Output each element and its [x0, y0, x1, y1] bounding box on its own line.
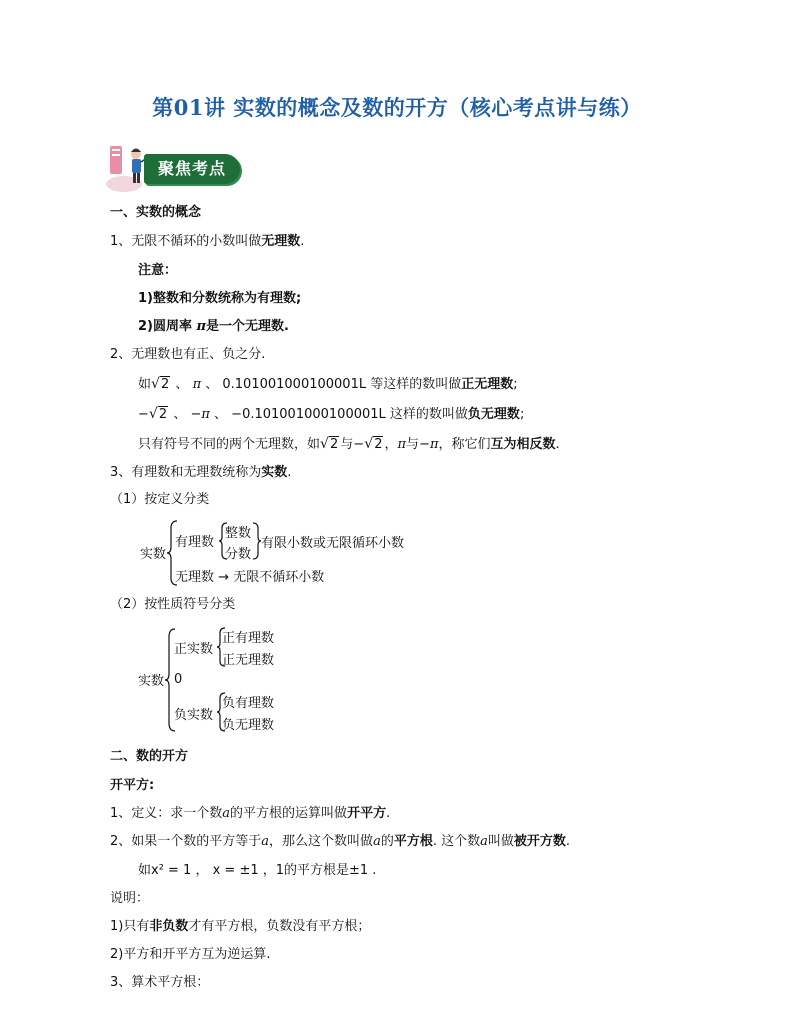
- tree-root: 实数: [140, 547, 167, 562]
- paragraph: 1、定义：求一个数a的平方根的运算叫做开平方.: [110, 806, 391, 821]
- tree-root: 实数: [138, 674, 165, 689]
- paragraph: 1)只有非负数才有平方根，负数没有平方根；: [110, 919, 371, 934]
- note-item: 1)整数和分数统称为有理数;: [138, 291, 302, 306]
- tree-node: 有限小数或无限循环小数: [261, 536, 405, 551]
- section-heading: 一、实数的概念: [110, 205, 202, 220]
- subsection-heading: （1）按定义分类: [110, 492, 210, 507]
- tree-node: 无理数 → 无限不循环小数: [175, 570, 325, 585]
- paragraph: 2)平方和开平方互为逆运算.: [110, 947, 271, 962]
- tree-node: 整数: [225, 526, 252, 541]
- paragraph: 3、算术平方根：: [110, 975, 210, 990]
- page-title: 第01讲 实数的概念及数的开方（核心考点讲与练）: [152, 95, 642, 120]
- tree-node: 负实数: [174, 708, 214, 723]
- tree-node: 负无理数: [222, 718, 275, 733]
- tree-node: 有理数: [175, 535, 215, 550]
- paragraph: 1、无限不循环的小数叫做无理数.: [110, 234, 305, 249]
- paragraph: 2、如果一个数的平方等于a，那么这个数叫做a的平方根. 这个数a叫做被开方数.: [110, 834, 571, 849]
- tree-node: 负有理数: [222, 696, 275, 711]
- example-line: −√ 2 、 −π 、 −0.101001000100001L 这样的数叫做负无理数;: [138, 406, 524, 424]
- paragraph: 3、有理数和无理数统称为实数.: [110, 465, 292, 480]
- tree-node: 分数: [225, 547, 252, 562]
- subsection-heading: （2）按性质符号分类: [110, 597, 236, 612]
- paragraph: 2、无理数也有正、负之分.: [110, 347, 266, 362]
- note-item: 2)圆周率 π是一个无理数.: [138, 319, 289, 334]
- paragraph: 说明：: [110, 891, 150, 906]
- badge-label: 聚焦考点: [144, 154, 240, 184]
- section-heading: 二、数的开方: [110, 749, 189, 764]
- example-line: 如√ 2 、 π 、 0.101001000100001L 等这样的数叫做正无理数;: [138, 376, 518, 394]
- tree-node: 正无理数: [222, 653, 275, 668]
- tree-node: 0: [174, 672, 183, 687]
- example-line: 只有符号不同的两个无理数，如√ 2 与−√ 2 ，π与−π，称它们互为相反数.: [138, 436, 560, 454]
- subsection-heading: 开平方:: [110, 778, 155, 793]
- note-label: 注意：: [138, 263, 178, 278]
- tree-node: 正实数: [174, 642, 214, 657]
- section-badge: [104, 140, 244, 196]
- tree-node: 正有理数: [222, 631, 275, 646]
- example-line: 如x² = 1 ， x = ±1 ，1的平方根是±1 .: [138, 863, 377, 878]
